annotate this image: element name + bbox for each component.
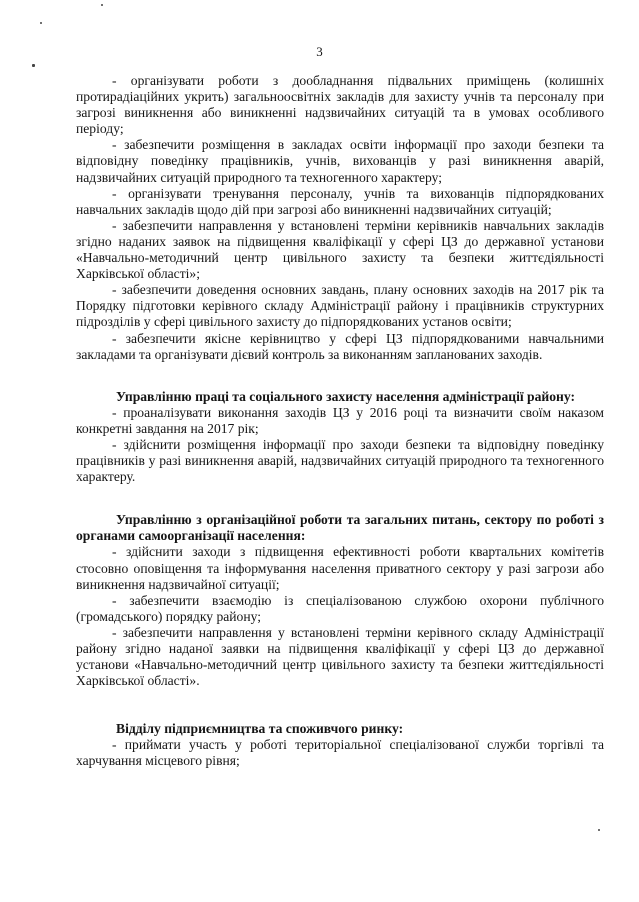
section-labor-social xyxy=(76,389,604,486)
paragraph: - забезпечити доведення основних завдань, плану основних заходів на 2017 рік та Порядку підготовки керівного складу Адміністрації району і працівників структурних підрозділів у сфері цивільного захисту до підпорядкованих установ освіти; xyxy=(76,282,604,330)
section-organizational-work xyxy=(76,512,604,689)
section-heading: Управлінню з організаційної роботи та загальних питань, сектору по роботі з органами самоорганізації населення: xyxy=(76,512,604,544)
paragraph: - забезпечити якісне керівництво у сфері ЦЗ підпорядкованими навчальними закладами та організувати дієвий контроль за виконанням запланованих заходів. xyxy=(76,330,604,362)
paragraph: - проаналізувати виконання заходів ЦЗ у 2016 році та визначити своїм наказом конкретні завдання на 2017 рік; xyxy=(76,404,604,436)
intro-block xyxy=(76,73,604,363)
paragraph: - забезпечити розміщення в закладах освіти інформації про заходи безпеки та відповідну поведінку працівників, учнів, вихованців у разі виникнення аварій, надзвичайних ситуацій природного та техногенного характеру; xyxy=(76,137,604,185)
paragraph: - забезпечити направлення у встановлені терміни керівного складу Адміністрації району згідно наданої заявки на підвищення кваліфікації у сфері ЦЗ до державної установи «Навчально-методичний центр цивільного захисту та безпеки життєдіяльності Харківської області». xyxy=(76,624,604,689)
paragraph: - організувати роботи з дообладнання підвальних приміщень (колишніх протирадіаційних укрить) загальноосвітніх закладів для захисту учнів та персоналу при загрозі виникнення або виникненні надзвичайних ситуацій та в умовах особливого періоду; xyxy=(76,73,604,137)
paragraph: - здійснити заходи з підвищення ефективності роботи квартальних комітетів стосовно оповіщення та інформування населення приватного сектору у разі загрози або виникнення надзвичайної ситуації; xyxy=(76,544,604,592)
paragraph: - приймати участь у роботі територіальної спеціалізованої служби торгівлі та харчування місцевого рівня; xyxy=(76,737,604,769)
paragraph: - забезпечити взаємодію із спеціалізованою службою охорони публічного (громадського) порядку району; xyxy=(76,592,604,624)
section-heading: Відділу підприємництва та споживчого ринку: xyxy=(116,721,404,737)
scan-speck xyxy=(40,22,42,24)
paragraph: - організувати тренування персоналу, учнів та вихованців підпорядкованих навчальних закладів щодо дій при загрозі або виникненні надзвичайних ситуацій; xyxy=(76,185,604,217)
section-heading: Управлінню праці та соціального захисту населення адміністрації району: xyxy=(116,388,575,404)
section-entrepreneurship xyxy=(76,721,604,769)
document-body xyxy=(76,73,604,770)
paragraph: - забезпечити направлення у встановлені терміни керівників навчальних закладів згідно наданих заявок на підвищення кваліфікації у сфері ЦЗ до державної установи «Навчально-методичний центр цивільного захисту та безпеки життєдіяльності Харківської області»; xyxy=(76,217,604,282)
scan-speck xyxy=(32,64,35,67)
scan-speck xyxy=(598,829,600,831)
scan-speck xyxy=(101,4,103,6)
paragraph: - здійснити розміщення інформації про заходи безпеки та відповідну поведінку працівників у разі виникнення аварій, надзвичайних ситуацій природного та техногенного характеру. xyxy=(76,436,604,485)
page-number: 3 xyxy=(316,44,323,59)
